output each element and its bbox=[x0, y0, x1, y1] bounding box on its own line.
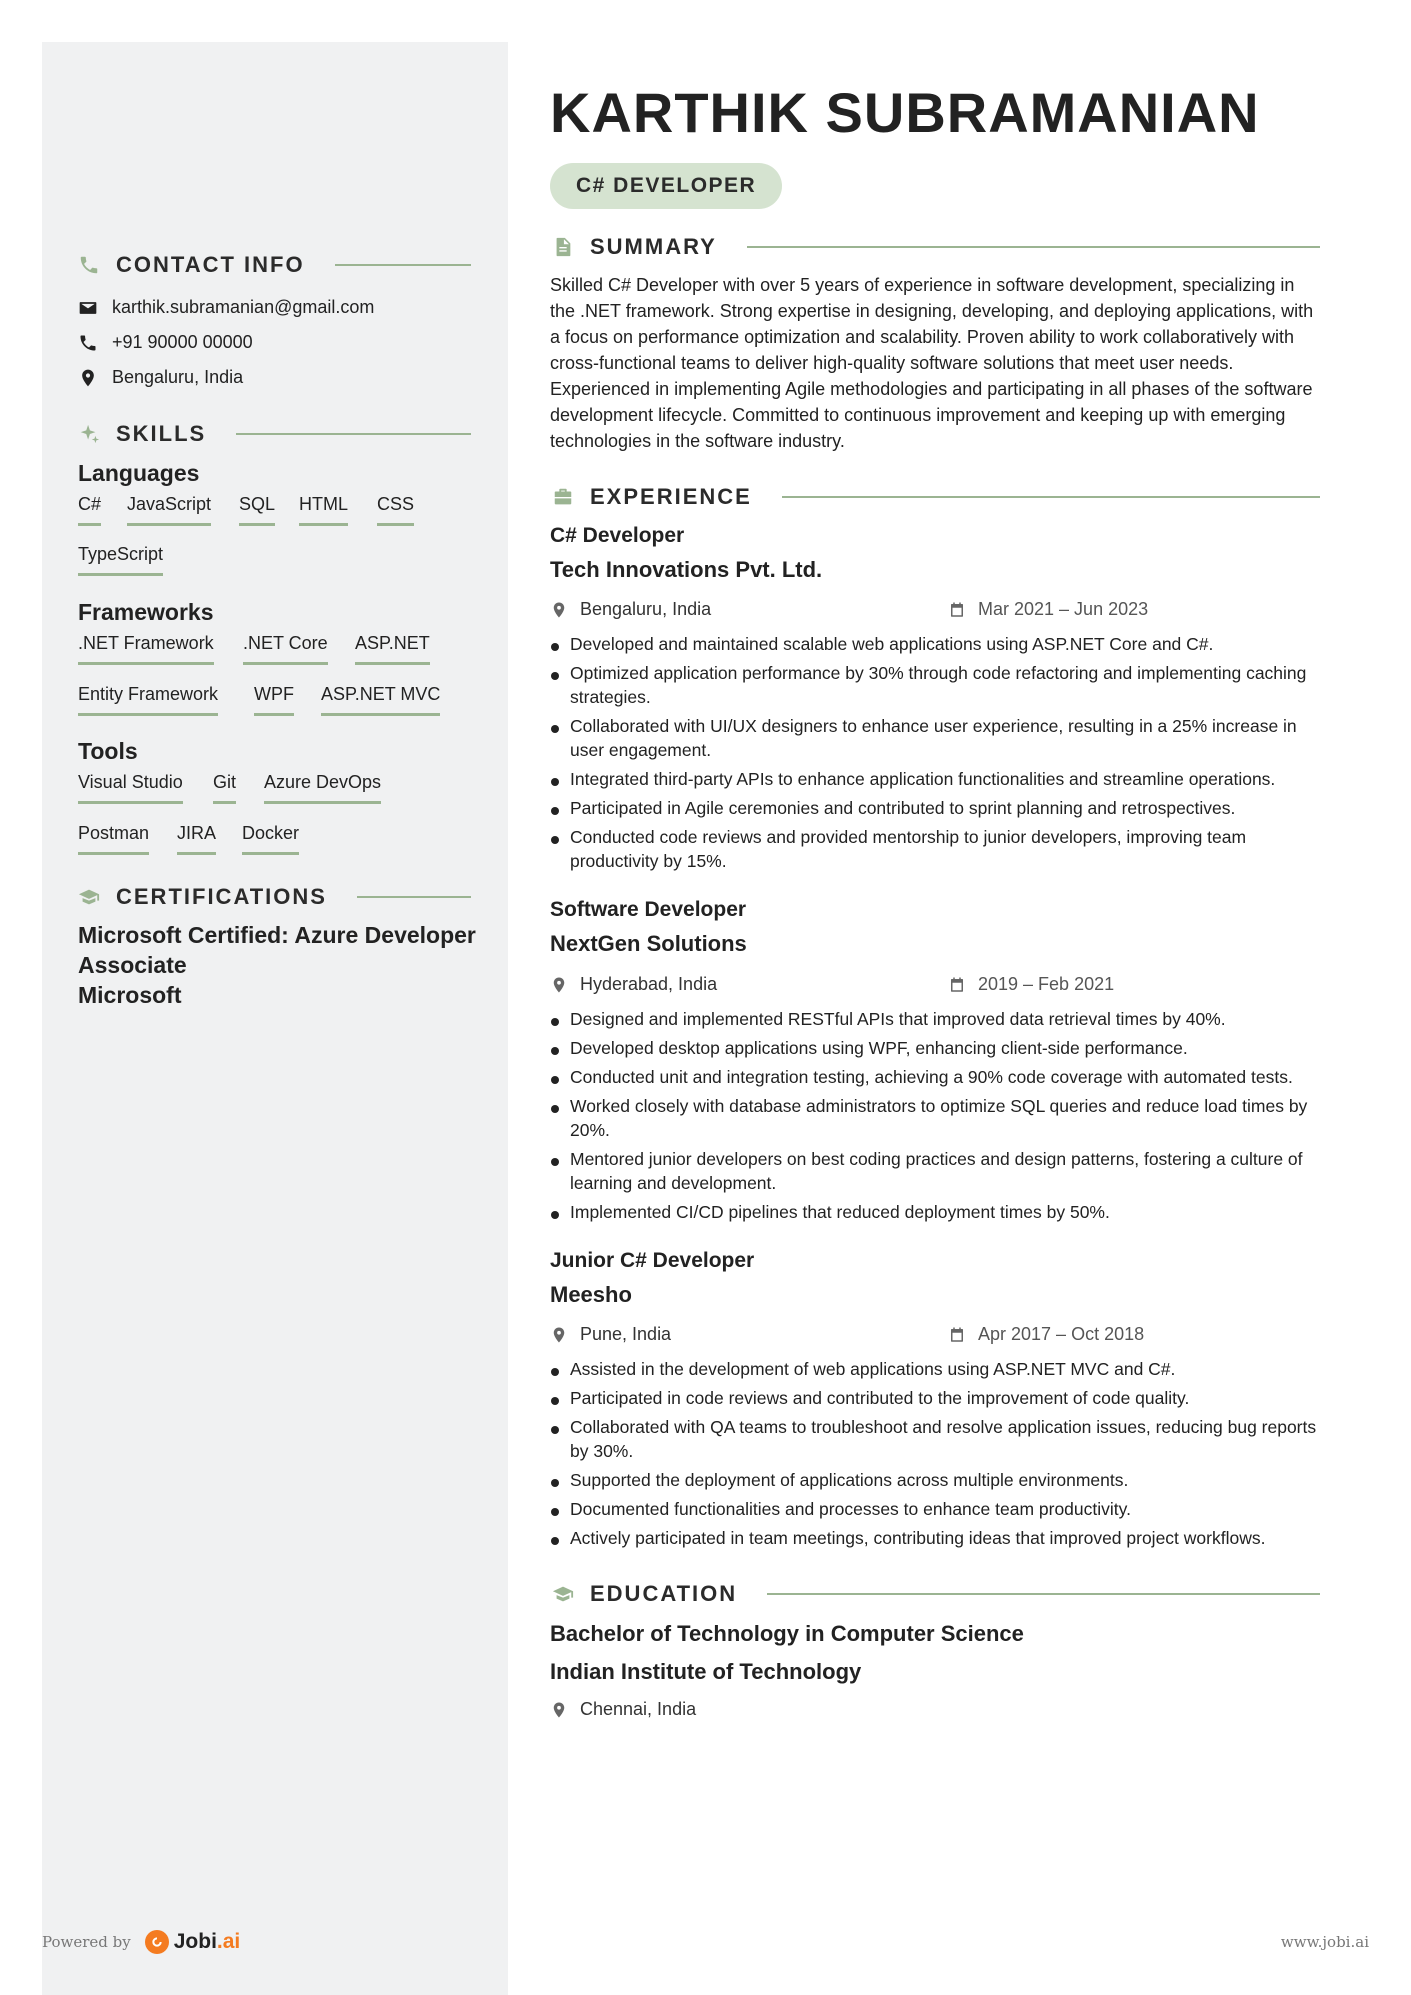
skill-tag: Azure DevOps bbox=[264, 772, 381, 804]
skill-tag: ASP.NET bbox=[355, 633, 430, 665]
candidate-name: KARTHIK SUBRAMANIAN bbox=[550, 81, 1260, 144]
skills-section-header bbox=[78, 421, 471, 447]
phone-icon bbox=[78, 254, 100, 276]
job-company: NextGen Solutions bbox=[550, 931, 747, 956]
job-bullets bbox=[550, 1357, 1322, 1555]
list-item: Integrated third-party APIs to enhance application functionalities and streamline operations. bbox=[550, 767, 1322, 791]
skill-tag: SQL bbox=[239, 494, 275, 526]
location-pin-icon bbox=[550, 1326, 568, 1344]
job-dates bbox=[948, 599, 1148, 620]
skill-tag: HTML bbox=[299, 494, 348, 526]
contact-phone-row bbox=[78, 332, 253, 353]
skill-group-title-tools: Tools bbox=[78, 738, 138, 764]
location-pin-icon bbox=[78, 368, 98, 388]
job-company: Meesho bbox=[550, 1282, 632, 1307]
jobi-logo[interactable] bbox=[145, 1930, 241, 1954]
list-item: Participated in Agile ceremonies and contributed to sprint planning and retrospectives. bbox=[550, 796, 1322, 820]
certifications-section-header bbox=[78, 884, 471, 910]
job-location bbox=[550, 974, 717, 995]
jobi-logo-icon bbox=[145, 1930, 169, 1954]
location-pin-icon bbox=[550, 601, 568, 619]
list-item: Mentored junior developers on best coding practices and design patterns, fostering a culture of learning and development. bbox=[550, 1147, 1322, 1195]
skill-tag: ASP.NET MVC bbox=[321, 684, 440, 716]
section-divider bbox=[767, 1593, 1320, 1595]
list-item: Assisted in the development of web applications using ASP.NET MVC and C#. bbox=[550, 1357, 1322, 1381]
experience-section-title: EXPERIENCE bbox=[590, 484, 752, 509]
list-item: Developed desktop applications using WPF, enhancing client-side performance. bbox=[550, 1036, 1322, 1060]
job-dates bbox=[948, 974, 1114, 995]
list-item: Implemented CI/CD pipelines that reduced deployment times by 50%. bbox=[550, 1200, 1322, 1224]
certifications-section-title: CERTIFICATIONS bbox=[116, 884, 327, 909]
skill-tag: Visual Studio bbox=[78, 772, 183, 804]
contact-section-title: CONTACT INFO bbox=[116, 252, 305, 277]
document-icon bbox=[552, 236, 574, 258]
section-divider bbox=[782, 496, 1320, 498]
phone-icon bbox=[78, 333, 98, 353]
sparkle-icon bbox=[78, 423, 100, 445]
graduation-cap-icon bbox=[78, 886, 100, 908]
list-item: Participated in code reviews and contributed to the improvement of code quality. bbox=[550, 1386, 1322, 1410]
education-section-title: EDUCATION bbox=[590, 1581, 738, 1606]
job-bullets bbox=[550, 632, 1322, 878]
list-item: Developed and maintained scalable web applications using ASP.NET Core and C#. bbox=[550, 632, 1322, 656]
section-divider bbox=[747, 246, 1320, 248]
job-dates-text: Apr 2017 – Oct 2018 bbox=[978, 1324, 1145, 1344]
summary-section-header bbox=[552, 234, 1320, 260]
job-location-text: Pune, India bbox=[580, 1324, 672, 1344]
calendar-icon bbox=[948, 976, 966, 994]
certification-issuer: Microsoft bbox=[78, 982, 182, 1008]
job-company: Tech Innovations Pvt. Ltd. bbox=[550, 557, 823, 582]
skill-tag: .NET Core bbox=[243, 633, 328, 665]
briefcase-icon bbox=[552, 486, 574, 508]
list-item: Collaborated with UI/UX designers to enhance user experience, resulting in a 25% increase in user engagement. bbox=[550, 714, 1322, 762]
education-location-text: Chennai, India bbox=[580, 1699, 697, 1719]
skill-tag: WPF bbox=[254, 684, 294, 716]
skill-group-title-languages: Languages bbox=[78, 460, 200, 486]
contact-phone[interactable]: +91 90000 00000 bbox=[112, 332, 253, 352]
list-item: Designed and implemented RESTful APIs that improved data retrieval times by 40%. bbox=[550, 1007, 1322, 1031]
footer-site-link[interactable]: www.jobi.ai bbox=[1280, 1933, 1369, 1951]
skills-section-title: SKILLS bbox=[116, 421, 207, 446]
skill-tag: TypeScript bbox=[78, 544, 163, 576]
list-item: Conducted unit and integration testing, achieving a 90% code coverage with automated tests. bbox=[550, 1065, 1322, 1089]
skill-tag: JIRA bbox=[177, 823, 216, 855]
location-pin-icon bbox=[550, 976, 568, 994]
powered-by-footer bbox=[42, 1930, 240, 1954]
summary-text: Skilled C# Developer with over 5 years of experience in software development, specializing in the .NET framework. Strong expertise in designing, developing, and deploying applications, with a focus on performance optimization and scalability. Proven ability to work collaboratively with cross-functional teams to deliver high-quality software solutions that meet user needs. Experienced in implementing Agile methodologies and participating in all phases of the software development lifecycle. Committed to continuous improvement and keeping up with emerging technologies in the software industry. bbox=[550, 275, 1314, 451]
contact-email[interactable]: karthik.subramanian@gmail.com bbox=[112, 297, 375, 317]
skill-tag: CSS bbox=[377, 494, 414, 526]
job-title: Software Developer bbox=[550, 898, 747, 921]
section-divider bbox=[236, 433, 471, 435]
skill-tag: Git bbox=[213, 772, 236, 804]
skill-tag: Docker bbox=[242, 823, 299, 855]
calendar-icon bbox=[948, 1326, 966, 1344]
list-item: Collaborated with QA teams to troubleshoot and resolve application issues, reducing bug reports by 30%. bbox=[550, 1415, 1322, 1463]
skill-tag: Entity Framework bbox=[78, 684, 218, 716]
contact-location: Bengaluru, India bbox=[112, 367, 244, 387]
skill-tag: JavaScript bbox=[127, 494, 211, 526]
brand-main: Jobi bbox=[173, 1930, 217, 1953]
calendar-icon bbox=[948, 601, 966, 619]
envelope-icon bbox=[78, 298, 98, 318]
list-item: Documented functionalities and processes to enhance team productivity. bbox=[550, 1497, 1322, 1521]
contact-email-row bbox=[78, 297, 374, 318]
job-dates-text: Mar 2021 – Jun 2023 bbox=[978, 599, 1149, 619]
list-item: Worked closely with database administrators to optimize SQL queries and reduce load times by 20%. bbox=[550, 1094, 1322, 1142]
job-title: C# Developer bbox=[550, 524, 685, 547]
skill-tag: Postman bbox=[78, 823, 149, 855]
job-dates bbox=[948, 1324, 1144, 1345]
education-school: Indian Institute of Technology bbox=[550, 1659, 862, 1684]
graduation-cap-icon bbox=[552, 1583, 574, 1605]
powered-by-label: Powered by bbox=[42, 1933, 131, 1951]
section-divider bbox=[357, 896, 471, 898]
education-location bbox=[550, 1699, 696, 1720]
summary-section-title: SUMMARY bbox=[590, 234, 717, 259]
list-item: Supported the deployment of applications across multiple environments. bbox=[550, 1468, 1322, 1492]
list-item: Conducted code reviews and provided mentorship to junior developers, improving team productivity by 15%. bbox=[550, 825, 1322, 873]
job-location bbox=[550, 1324, 671, 1345]
list-item: Actively participated in team meetings, contributing ideas that improved project workflows. bbox=[550, 1526, 1322, 1550]
role-label: C# DEVELOPER bbox=[576, 174, 757, 197]
section-divider bbox=[335, 264, 471, 266]
job-bullets bbox=[550, 1007, 1322, 1229]
job-title: Junior C# Developer bbox=[550, 1249, 755, 1272]
education-degree: Bachelor of Technology in Computer Science bbox=[550, 1621, 1024, 1646]
contact-section-header bbox=[78, 252, 471, 278]
skill-tag: .NET Framework bbox=[78, 633, 214, 665]
job-location-text: Bengaluru, India bbox=[580, 599, 712, 619]
job-location-text: Hyderabad, India bbox=[580, 974, 718, 994]
brand-suffix: .ai bbox=[216, 1930, 241, 1953]
role-badge bbox=[550, 163, 782, 209]
skill-tag: C# bbox=[78, 494, 101, 526]
skill-group-title-frameworks: Frameworks bbox=[78, 599, 214, 625]
job-location bbox=[550, 599, 711, 620]
job-dates-text: 2019 – Feb 2021 bbox=[978, 974, 1115, 994]
certification-name: Microsoft Certified: Azure Developer Associate bbox=[78, 922, 476, 978]
contact-location-row bbox=[78, 367, 243, 388]
list-item: Optimized application performance by 30% through code refactoring and implementing caching strategies. bbox=[550, 661, 1322, 709]
experience-section-header bbox=[552, 484, 1320, 510]
education-section-header bbox=[552, 1581, 1320, 1607]
location-pin-icon bbox=[550, 1701, 568, 1719]
